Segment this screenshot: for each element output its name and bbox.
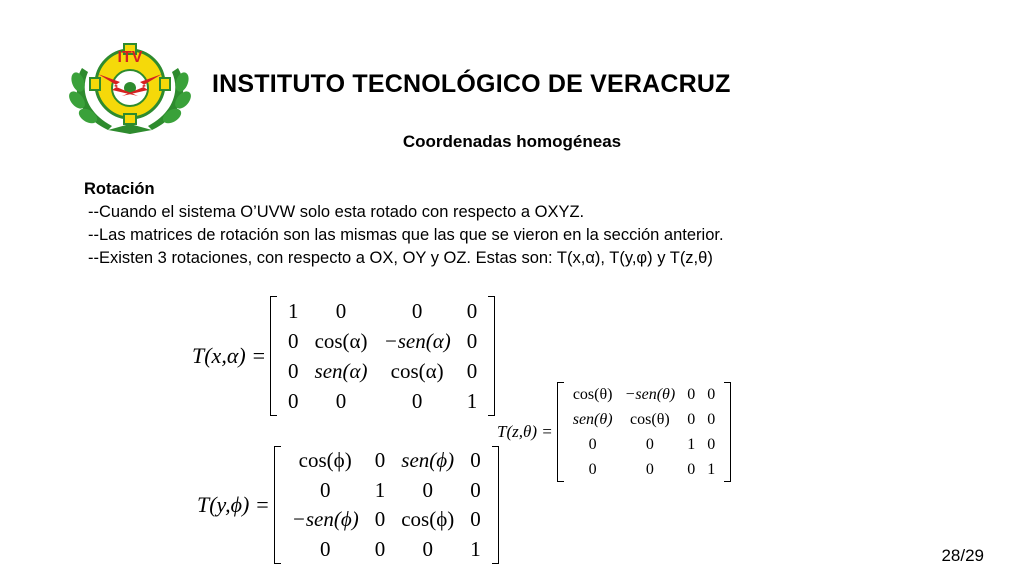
subtitle-text: Coordenadas homogéneas (402, 132, 622, 151)
matrix-cell: sen(α) (314, 358, 368, 383)
matrix (557, 382, 731, 482)
matrix-cell: cos(ϕ) (298, 448, 352, 473)
matrix-cell: 0 (319, 536, 331, 561)
matrix-cell: 0 (645, 435, 654, 453)
matrix-cell: 1 (466, 388, 478, 413)
matrix-cell: sen(θ) (572, 410, 613, 428)
matrix-cell: 0 (588, 435, 597, 453)
matrix-cell: 0 (466, 358, 478, 383)
matrix-cell: 1 (687, 435, 696, 453)
matrix-cell: cos(ϕ) (401, 507, 455, 532)
equation-lhs: T(x,α) = (192, 343, 267, 368)
rotation-z-equation (497, 382, 731, 482)
itv-logo-icon (68, 38, 192, 136)
matrix-cell: 0 (707, 385, 716, 403)
institution-title: INSTITUTO TECNOLÓGICO DE VERACRUZ (212, 70, 731, 98)
section-body (84, 178, 724, 270)
matrix-cell: 0 (466, 328, 478, 353)
section-heading: Rotación (84, 180, 155, 198)
matrix-cell: 0 (411, 298, 423, 323)
matrix-cell: 0 (319, 477, 331, 502)
matrix (270, 296, 495, 416)
matrix-cell: 0 (335, 388, 347, 413)
rotation-y-equation (197, 446, 499, 564)
matrix-cell: 1 (374, 477, 386, 502)
bullet-line: --Las matrices de rotación son las mismas que las que se vieron en la sección anterior. (88, 226, 724, 244)
matrix-cell: −sen(α) (383, 328, 451, 353)
itv-logo (68, 38, 192, 136)
matrix-cell: 0 (374, 507, 386, 532)
matrix-cell: cos(θ) (572, 385, 613, 403)
matrix-cell: cos(θ) (630, 410, 670, 428)
matrix-cell: sen(ϕ) (401, 448, 455, 473)
matrix-cell: 0 (288, 388, 299, 413)
matrix-cell: 0 (470, 477, 481, 502)
matrix-cell: 0 (588, 460, 597, 478)
equation-lhs: T(y,ϕ) = (197, 492, 270, 517)
matrix-cell: 0 (466, 298, 478, 323)
matrix (274, 446, 499, 564)
matrix-cell: 0 (411, 388, 423, 413)
matrix-cell: 0 (687, 385, 696, 403)
matrix-cell: −sen(ϕ) (291, 507, 359, 532)
matrix-cell: 0 (470, 448, 481, 473)
matrix-cell: 1 (470, 536, 481, 561)
matrix-cell: −sen(θ) (624, 385, 676, 403)
matrix-cell: 0 (374, 536, 386, 561)
matrix-cell: 0 (288, 328, 299, 353)
rotation-x-equation (192, 296, 495, 416)
matrix-cell: cos(α) (314, 328, 368, 353)
logo-text: ITV (117, 49, 143, 66)
matrix-cell: 1 (707, 460, 716, 478)
page-number: 28/29 (941, 546, 984, 565)
bullet-line: --Cuando el sistema O’UVW solo esta rotado con respecto a OXYZ. (88, 203, 585, 221)
matrix-cell: cos(α) (390, 358, 444, 383)
matrix-cell: 0 (470, 507, 481, 532)
matrix-cell: 0 (687, 460, 696, 478)
matrix-cell: 0 (422, 536, 433, 561)
matrix-cell: 0 (707, 435, 716, 453)
slide-subtitle (0, 132, 1024, 152)
matrix-cell: 0 (335, 298, 347, 323)
matrix-cell: 0 (288, 358, 299, 383)
bullet-line: --Existen 3 rotaciones, con respecto a OX, OY y OZ. Estas son: T(x,α), T(y,φ) y T(z,θ) (88, 249, 713, 267)
matrix-cell: 0 (422, 477, 433, 502)
matrix-cell: 1 (288, 298, 299, 323)
matrix-cell: 0 (374, 448, 386, 473)
matrix-cell: 0 (687, 410, 696, 428)
matrix-cell: 0 (707, 410, 716, 428)
equation-lhs: T(z,θ) = (497, 422, 553, 441)
matrix-cell: 0 (645, 460, 654, 478)
